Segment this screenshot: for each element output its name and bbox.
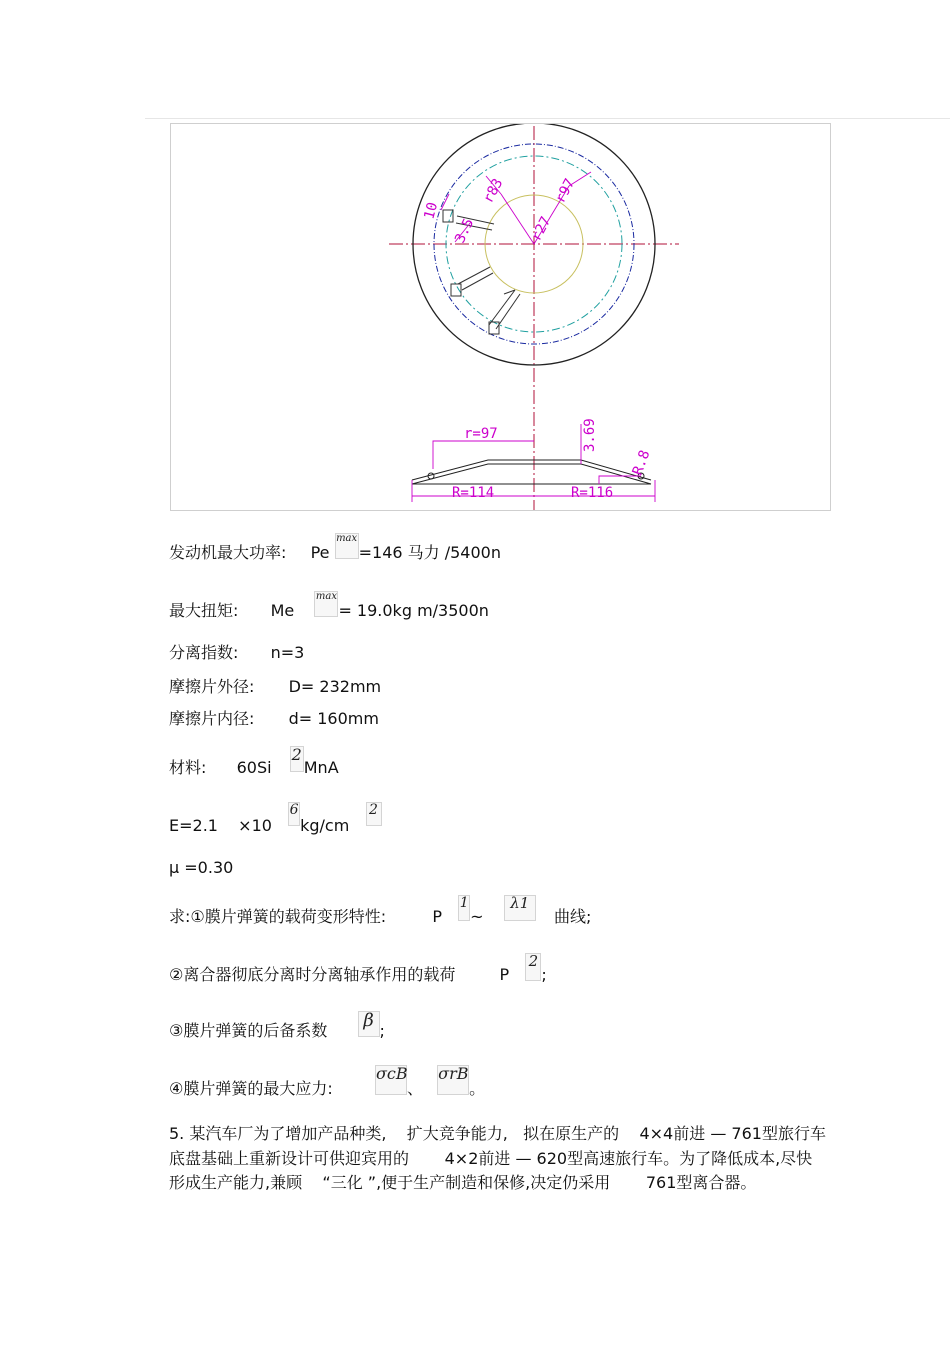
torque-line [169,591,489,621]
sigma-rb-image: σrB [437,1065,469,1095]
page-rule [145,118,950,119]
inner-diameter-label: 摩擦片内径: [169,709,255,728]
dim-3-69-label: 3.69 [582,418,598,452]
outer-diameter-value: D= 232mm [288,677,382,696]
question-2-text: ②离合器彻底分离时分离轴承作用的载荷 [169,965,456,984]
question-1-text: 求:①膜片弹簧的载荷变形特性: [169,907,387,926]
lambda-1-image: λ1 [504,895,536,921]
dim-10-label: 10 [421,200,442,222]
question-1-p: P [432,907,442,926]
spring-slots [443,210,520,334]
question-2 [169,952,547,985]
question-3-text: ③膜片弹簧的后备系数 [169,1021,328,1040]
exponent-6-image: 6 [288,802,300,826]
separation-index-line [169,643,304,663]
material-line [169,745,339,778]
modulus-value: E=2.1 [169,816,218,835]
torque-label: 最大扭矩: [169,601,239,620]
problem-5-line-2: 底盘基础上重新设计可供迎宾用的 4×2前进 — 620型高速旅行车。为了降低成本,尽快 [169,1149,813,1168]
problem-5-line-1: 5. 某汽车厂为了增加产品种类, 扩大竞争能力, 拟在原生产的 4×4前进 — 761型旅行车 [169,1124,826,1143]
dim-r97-side-label: r=97 [464,426,498,442]
modulus-line [169,802,382,836]
material-grade: 60Si [236,758,272,777]
question-1-tilde: ~ [470,907,484,926]
torque-value: = 19.0kg m/3500n [338,601,489,620]
outer-diameter-line [169,677,381,697]
separation-value: n=3 [270,643,305,662]
beta-image: β [358,1011,380,1037]
power-value: =146 马力 /5400n [358,543,501,562]
subscript-2-image: 2 [290,746,304,772]
dim-r27-label: r27 [528,214,555,244]
power-label: 发动机最大功率: [169,543,287,562]
dim-r97-label: r97 [552,176,579,206]
dim-R114-label: R=114 [452,485,495,501]
max-subscript-image: max [314,591,338,617]
question-4 [169,1064,486,1099]
subscript-1-image: 1 [458,895,470,921]
question-1 [169,894,592,927]
dim-r83-label: r83 [480,176,507,206]
dim-r8-label: R.8 [629,448,654,478]
power-symbol: Pe [310,543,330,562]
power-line [169,533,501,563]
modulus-times: ×10 [238,816,272,835]
sigma-cb-image: σcB [375,1065,407,1095]
material-grade-suffix: MnA [303,758,339,777]
torque-symbol: Me [270,601,295,620]
max-subscript-image: max [335,533,359,559]
question-2-end: ; [541,965,547,984]
question-1-curve: 曲线; [553,907,592,926]
separation-label: 分离指数: [169,643,239,662]
problem-5-line-3: 形成生产能力,兼顾 “三化 ”,便于生产制造和保修,决定仍采用 761型离合器。 [169,1173,757,1192]
dim-3-5-label: 3.5 [452,216,478,246]
material-label: 材料: [169,758,207,777]
side-view-profile [412,460,651,484]
question-4-separator: 、 [406,1079,423,1098]
poisson-value: μ =0.30 [169,858,234,877]
question-4-end: 。 [469,1079,486,1098]
inner-diameter-value: d= 160mm [288,709,379,728]
exponent-2-image: 2 [366,802,382,826]
question-2-p: P [499,965,510,984]
poisson-line [169,858,233,878]
diaphragm-spring-drawing [170,123,831,511]
question-3 [169,1010,385,1041]
modulus-unit: kg/cm [300,816,350,835]
drawing-svg [171,124,832,512]
outer-diameter-label: 摩擦片外径: [169,677,255,696]
question-4-text: ④膜片弹簧的最大应力: [169,1079,333,1098]
question-3-end: ; [379,1021,385,1040]
inner-diameter-line [169,709,379,729]
subscript-2-image: 2 [525,953,541,981]
dim-R116-label: R=116 [571,485,614,501]
